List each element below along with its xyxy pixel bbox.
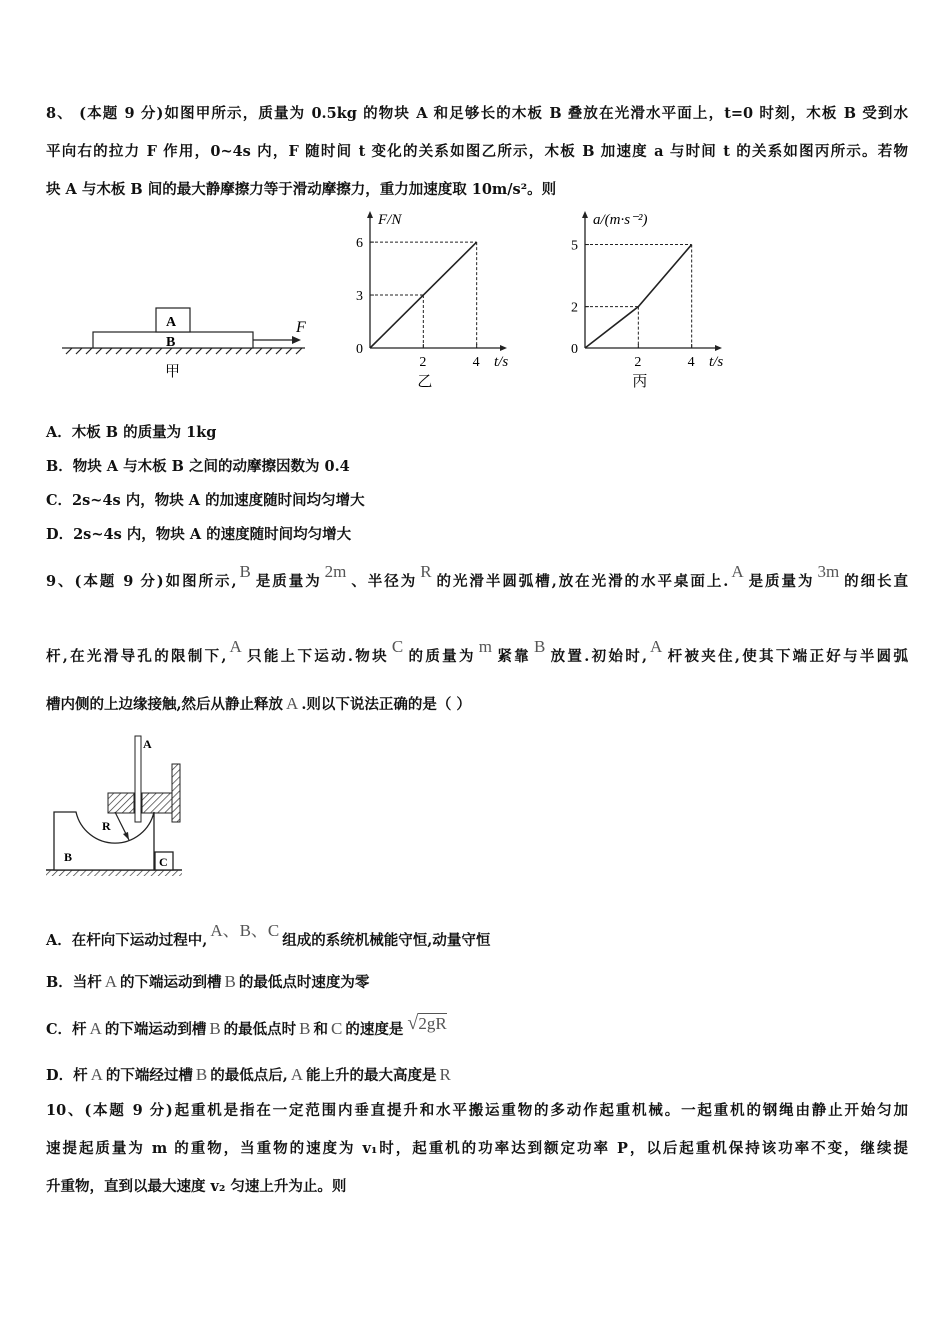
q8-line-1: 8、 (本题 9 分)如图甲所示，质量为 0.5kg 的物块 A 和足够长的木板 B 叠放在光滑水平面上，t=0 时刻，木板 B 受到水 xyxy=(46,105,908,122)
rod-a-label: A xyxy=(143,737,152,751)
groove-b-label: B xyxy=(64,850,73,864)
y-tick-label-0: 3 xyxy=(356,289,363,305)
q10-line-1: 10、(本题 9 分)起重机是指在一定范围内垂直提升和水平搬运重物的多动作起重机械。一起重机的钢绳由静止开始匀加 xyxy=(46,1102,908,1119)
rod-a xyxy=(135,736,141,822)
x-tick-label-0: 2 xyxy=(634,355,642,370)
chart-bing xyxy=(560,210,740,390)
force-label: F xyxy=(296,319,306,336)
q8-option-b: B．物块 A 与木板 B 之间的动摩擦因数为 0.4 xyxy=(46,458,350,475)
y-axis-label: F/N xyxy=(378,212,402,228)
x-axis-label: t/s xyxy=(494,354,509,370)
q9-line-2: 杆,在光滑导孔的限制下,A只能上下运动.物块C的质量为m紧靠B放置.初始时,A杆被夹住,使其下端正好与半圆弧 xyxy=(46,637,908,665)
x-axis-arrow xyxy=(715,345,722,351)
q8-option-a: A．木板 B 的质量为 1kg xyxy=(46,424,217,441)
q9-line-1: 9、(本题 9 分)如图所示,B是质量为2m、半径为R的光滑半圆弧槽,放在光滑的水平桌面上.A是质量为3m的细长直 xyxy=(46,562,909,590)
q9-option-a: A．在杆向下运动过程中,A、B、C组成的系统机械能守恒,动量守恒 xyxy=(46,921,491,949)
origin-label: 0 xyxy=(356,342,363,357)
y-tick-label-1: 5 xyxy=(571,238,578,254)
q8-line-2: 平向右的拉力 F 作用，0~4s 内，F 随时间 t 变化的关系如图乙所示，木板 B 加速度 a 与时间 t 的关系如图丙所示。若物 xyxy=(46,143,908,160)
board-b-label: B xyxy=(166,335,176,350)
q8-option-c: C．2s~4s 内，物块 A 的加速度随时间均匀增大 xyxy=(46,492,365,509)
x-axis-label: t/s xyxy=(709,354,724,370)
chart-caption: 丙 xyxy=(632,374,648,390)
y-tick-label-1: 6 xyxy=(356,236,363,252)
x-axis-arrow xyxy=(500,345,507,351)
chart-yi xyxy=(345,210,525,390)
y-axis-label: a/(m·s⁻²) xyxy=(593,212,648,228)
x-tick-label-1: 4 xyxy=(472,355,480,370)
x-tick-label-0: 2 xyxy=(419,355,427,370)
caption-jia: 甲 xyxy=(165,364,181,380)
q9-line-3: 槽内侧的上边缘接触,然后从静止释放 A .则以下说法正确的是（ ） xyxy=(46,694,471,713)
figure-jia xyxy=(60,296,310,386)
chart-caption: 乙 xyxy=(417,374,433,390)
q10-line-2: 速提起质量为 m 的重物，当重物的速度为 v₁时，起重机的功率达到额定功率 P，以后起重机保持该功率不变，继续提 xyxy=(46,1140,908,1157)
q10-line-3: 升重物，直到以最大速度 v₂ 匀速上升为止。则 xyxy=(46,1178,347,1195)
radius-label: R xyxy=(102,819,111,833)
q8-line-3: 块 A 与木板 B 间的最大静摩擦力等于滑动摩擦力，重力加速度取 10m/s²。则 xyxy=(46,181,557,198)
y-axis-arrow xyxy=(582,211,588,218)
y-axis-arrow xyxy=(367,211,373,218)
q9-option-d: D．杆 A 的下端经过槽 B 的最低点后, A 能上升的最大高度是 R xyxy=(46,1065,451,1084)
block-c-label: C xyxy=(159,855,168,869)
block-a-label: A xyxy=(166,315,177,330)
x-tick-label-1: 4 xyxy=(687,355,695,370)
q9-option-c: C．杆 A 的下端运动到槽 B 的最低点时 B 和 C 的速度是 √2gR xyxy=(46,1012,447,1038)
origin-label: 0 xyxy=(571,342,578,357)
y-tick-label-0: 2 xyxy=(571,300,578,316)
q8-option-d: D．2s~4s 内，物块 A 的速度随时间均匀增大 xyxy=(46,526,352,543)
q9-option-b: B．当杆 A 的下端运动到槽 B 的最低点时速度为零 xyxy=(46,972,370,991)
figure-q9 xyxy=(42,730,192,882)
ground-hatch xyxy=(66,348,302,354)
